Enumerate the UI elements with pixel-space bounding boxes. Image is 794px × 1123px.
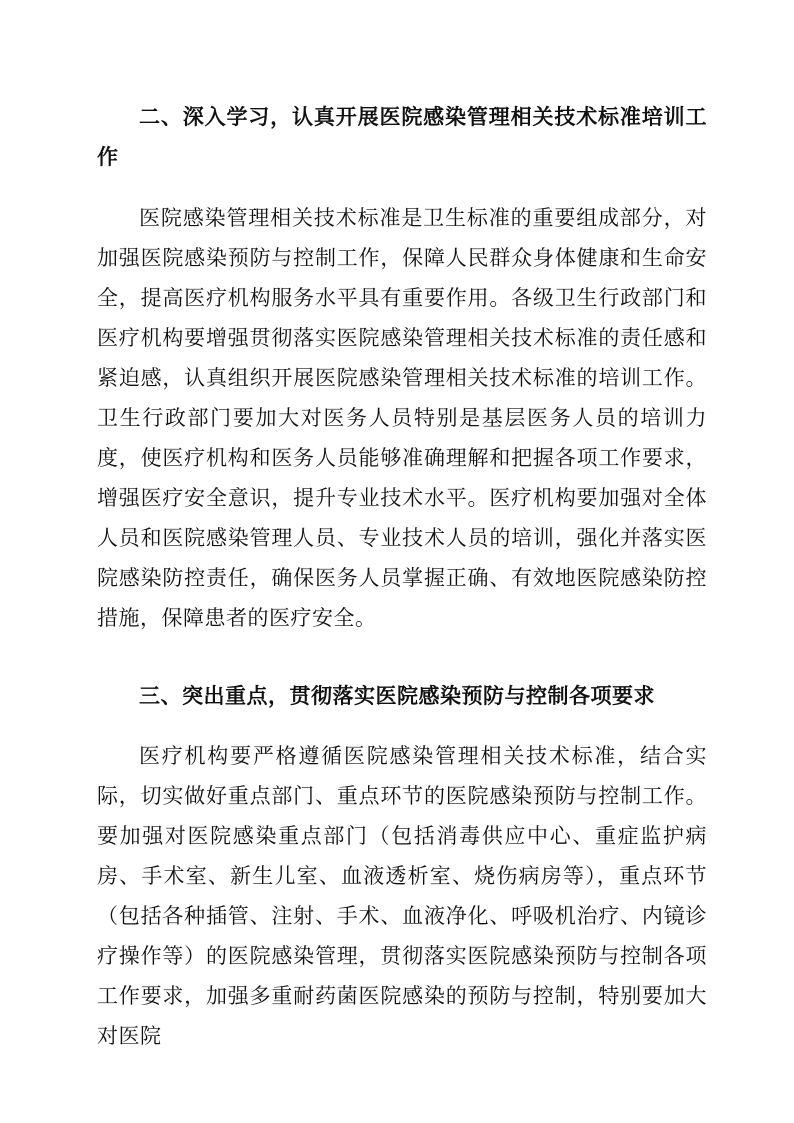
section-heading-3: 三、突出重点，贯彻落实医院感染预防与控制各项要求 [139, 684, 655, 708]
section-heading-2: 二、深入学习，认真开展医院感染管理相关技术标准培训工作 [97, 105, 707, 169]
section-3-paragraph: 医疗机构要严格遵循医院感染管理相关技术标准，结合实际，切实做好重点部门、重点环节的医院感染预防与控制工作。要加强对医院感染重点部门（包括消毒供应中心、重症监护病房、手术室、新生儿室、血液透析室、烧伤病房等），重点环节（包括各种插管、注射、手术、血液净化、呼吸机治疗、内镜诊疗操作等）的医院感染管理，贯彻落实医院感染预防与控制各项工作要求，加强多重耐药菌医院感染的预防与控制，特别要加大对医院 [97, 744, 707, 1048]
section-2-paragraph: 医院感染管理相关技术标准是卫生标准的重要组成部分，对加强医院感染预防与控制工作，保障人民群众身体健康和生命安全，提高医疗机构服务水平具有重要作用。各级卫生行政部门和医疗机构要增强贯彻落实医院感染管理相关技术标准的责任感和紧迫感，认真组织开展医院感染管理相关技术标准的培训工作。卫生行政部门要加大对医务人员特别是基层医务人员的培训力度，使医疗机构和医务人员能够准确理解和把握各项工作要求，增强医疗安全意识，提升专业技术水平。医疗机构要加强对全体人员和医院感染管理人员、专业技术人员的培训，强化并落实医院感染防控责任，确保医务人员掌握正确、有效地医院感染防控措施，保障患者的医疗安全。 [97, 206, 707, 630]
